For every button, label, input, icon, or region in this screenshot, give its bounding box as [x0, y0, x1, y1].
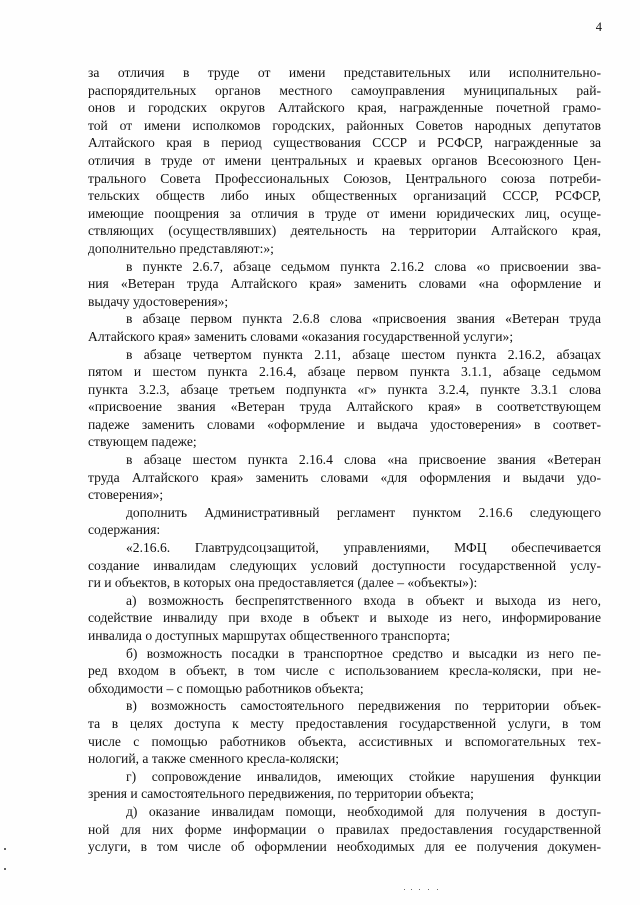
paragraph: [88, 768, 601, 803]
page-number: 4: [595, 20, 602, 34]
text-line: нологий, а также сменного кресла-коляски;: [88, 751, 340, 767]
scan-artifact: [428, 889, 429, 890]
text-line: в абзаце четвертом пункта 2.11, абзаце шестом пункта 2.16.2, абзацах: [126, 346, 601, 362]
scan-artifact: [404, 889, 405, 890]
text-line: ред входом в объект, в том числе с использованием кресла-коляски, при не-: [88, 663, 601, 679]
text-line: в пункте 2.6.7, абзаце седьмом пункта 2.16.2 слова «о присвоении зва-: [126, 258, 601, 274]
text-line: за отличия в труде от имени представительных или исполнительно-: [88, 65, 601, 80]
text-line: обходимости – с помощью работников объекта;: [88, 680, 364, 696]
text-line: выдачу удостоверения»;: [88, 293, 229, 309]
text-line: ствующем падеже;: [88, 434, 197, 450]
text-line: падеже заменить словами «оформление и выдача удостоверения» в соответ-: [88, 416, 601, 432]
paragraph: [88, 539, 601, 592]
scan-artifact: [4, 848, 6, 850]
paragraph: [88, 258, 601, 311]
text-line: ния «Ветеран труда Алтайского края» заменить словами «на оформление и: [88, 276, 601, 292]
paragraph: [88, 346, 601, 452]
text-line: Алтайского края» заменить словами «оказания государственной услуги»;: [88, 328, 514, 344]
text-line: «присвоение звания «Ветеран труда Алтайского края» в соответствующем: [88, 399, 601, 415]
text-line: имеющие поощрения за отличия в труде от имени юридических лиц, осуще-: [88, 205, 601, 221]
text-line: «2.16.6. Главтрудсоцзащитой, управлениями, МФЦ обеспечивается: [126, 540, 601, 556]
text-line: Алтайского края в период существования СССР и РСФСР, награжденные за: [88, 135, 601, 151]
paragraph: [88, 697, 601, 767]
paragraph: [88, 310, 601, 345]
scan-artifact: [411, 889, 412, 890]
text-line: дополнительно представляют:»;: [88, 240, 274, 256]
text-line: услуги, в том числе об оформлении необходимых для ее получения докумен-: [88, 839, 601, 855]
text-line: в) возможность самостоятельного передвижения по территории объек-: [126, 698, 601, 714]
text-line: распорядительных органов местного самоуправления муниципальных рай-: [88, 82, 601, 98]
text-line: ствляющих (осуществлявших) деятельность на территории Алтайского края,: [88, 223, 601, 239]
text-line: тельских обществ либо иных общественных организаций СССР, РСФСР,: [88, 188, 601, 204]
text-line: той от имени исполкомов городских, районных Советов народных депутатов: [88, 117, 601, 133]
text-line: инвалида о доступных маршрутах общественного транспорта;: [88, 628, 451, 643]
text-line: числе с помощью работников объекта, ассистивных и вспомогательных тех-: [88, 733, 601, 749]
text-line: содействие инвалиду при входе в объект и выходе из него, информирование: [88, 610, 601, 626]
text-line: а) возможность беспрепятственного входа в объект и выхода из него,: [126, 592, 601, 608]
paragraph: [88, 803, 601, 856]
text-line: д) оказание инвалидам помощи, необходимой для получения в доступ-: [126, 803, 601, 819]
text-line: содержания:: [88, 522, 161, 538]
paragraph: [88, 504, 601, 539]
paragraph: [88, 645, 601, 698]
text-line: пункта 3.2.3, абзаце третьем подпункта «г» пункта 3.2.4, пункте 3.3.1 слова: [88, 381, 601, 397]
document-body: [88, 64, 601, 856]
text-line: ной для них форме информации о правилах предоставления государственной: [88, 821, 601, 837]
text-line: б) возможность посадки в транспортное средство и высадки из него пе-: [126, 645, 601, 661]
text-line: стоверения»;: [88, 487, 164, 503]
text-line: пятом и шестом пункта 2.16.4, абзаце первом пункта 3.1.1, абзаце седьмом: [88, 364, 601, 380]
paragraph: [88, 451, 601, 504]
text-line: г) сопровождение инвалидов, имеющих стойкие нарушения функции: [126, 768, 601, 784]
text-line: в абзаце первом пункта 2.6.8 слова «присвоения звания «Ветеран труда: [126, 311, 601, 327]
text-line: труда Алтайского края» заменить словами «для оформления и выдачи удо-: [88, 469, 601, 485]
text-line: отличия в труде от имени центральных и краевых органов Всесоюзного Цен-: [88, 152, 601, 168]
text-line: создание инвалидам следующих условий доступности государственной услу-: [88, 557, 601, 573]
text-line: дополнить Административный регламент пунктом 2.16.6 следующего: [126, 504, 601, 520]
text-line: онов и городских округов Алтайского края, награжденные почетной грамо-: [88, 100, 601, 116]
text-line: трального Совета Профессиональных Союзов, Центрального союза потреби-: [88, 170, 601, 186]
paragraph: [88, 64, 601, 258]
scan-artifact: [419, 889, 420, 890]
text-line: зрения и самостоятельного передвижения, по территории объекта;: [88, 786, 474, 802]
paragraph: [88, 592, 601, 645]
scan-artifact: [437, 889, 438, 890]
text-line: в абзаце шестом пункта 2.16.4 слова «на присвоение звания «Ветеран: [126, 452, 601, 468]
scan-artifact: [4, 868, 6, 870]
text-line: ги и объектов, в которых она предоставляется (далее – «объекты»):: [88, 575, 478, 591]
text-line: та в целях доступа к месту предоставления государственной услуги, в том: [88, 715, 601, 731]
